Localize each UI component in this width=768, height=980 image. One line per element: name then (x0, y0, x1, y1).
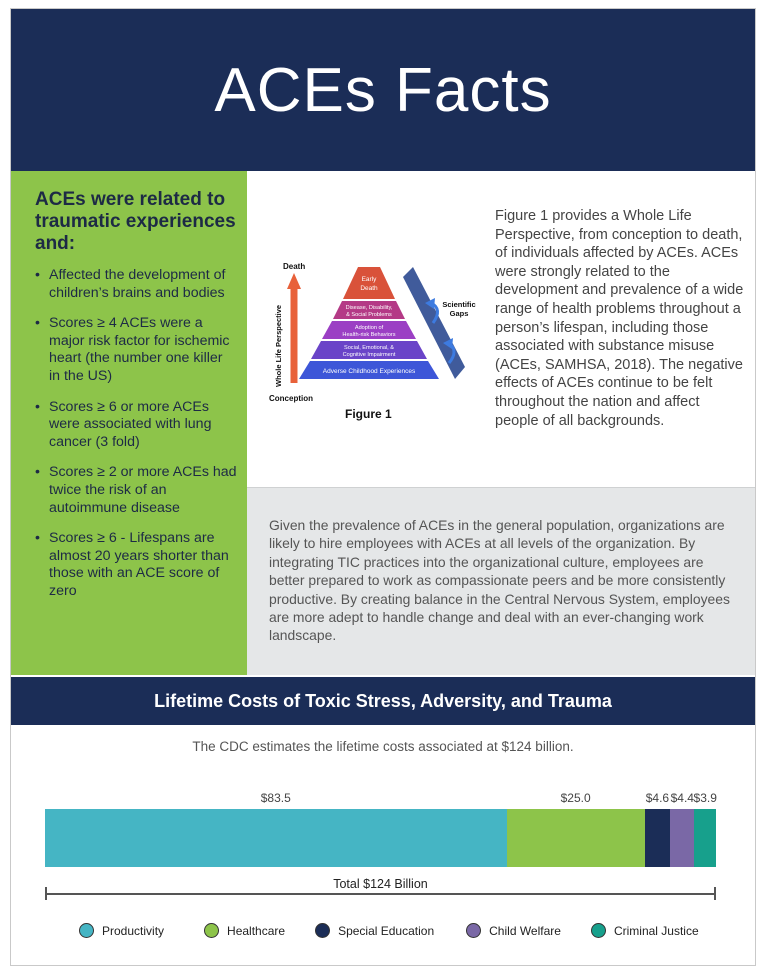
fact-text: Affected the development of children’s brains and bodies (49, 267, 226, 301)
facts-panel (11, 171, 247, 675)
organization-text: Given the prevalence of ACEs in the general population, organizations are likely to hire employees with ACEs at all levels of the organization. By integrating TIC practices into the organizational culture, employees are better prepared to work as compassionate peers and be more consistently productive. By creating balance in the Central Nervous System, employees are more adept to handle change and deal with an ever-changing work landscape. (269, 517, 730, 644)
legend-swatch (204, 923, 219, 938)
cdc-estimate-note: The CDC estimates the lifetime costs associated at $124 billion. (192, 739, 574, 754)
level-text: & Social Problems (346, 312, 392, 318)
bullet-icon: • (35, 530, 40, 547)
level-text: Disease, Disability, (345, 305, 393, 311)
aces-pyramid-diagram (255, 251, 495, 483)
fact-text: Scores ≥ 4 ACEs were a major risk factor for ischemic heart (the number one killer in the US) (49, 315, 230, 384)
facts-list (35, 267, 237, 601)
legend-swatch (591, 923, 606, 938)
legend-item (591, 923, 699, 938)
figure-description: Figure 1 provides a Whole Life Perspective, from conception to death, of individuals affected by ACEs. ACEs were strongly related to the development and prevalence of a wide range of health problems throughout a person’s lifespan, including those associated with substance misuse (ACEs, SAMHSA, 2018). The negative effects of ACEs continue to be felt throughout the nation and affect people of all backgrounds. (495, 208, 744, 429)
organization-section (247, 487, 755, 675)
pyramid-level-early-death (343, 267, 395, 299)
figure-caption: Figure 1 (345, 407, 392, 421)
bar-segment-criminal-justice (694, 809, 716, 867)
scientific-gaps-label: Gaps (449, 309, 469, 318)
costs-header (11, 677, 755, 725)
level-text: Health-risk Behaviors (342, 332, 396, 338)
fact-item (35, 464, 237, 517)
bar-segment-productivity (45, 809, 507, 867)
bar-value-label: $25.0 (560, 791, 591, 805)
legend-swatch (466, 923, 481, 938)
legend-label: Criminal Justice (613, 923, 699, 938)
bar-value-label: $4.6 (645, 791, 670, 805)
fact-text: Scores ≥ 6 or more ACEs were associated with lung cancer (3 fold) (49, 398, 212, 450)
level-text: Early (361, 276, 377, 283)
level-text: Cognitive Impairment (342, 352, 396, 358)
bar-value-label: $4.4 (670, 791, 694, 805)
legend-swatch (315, 923, 330, 938)
page-header (11, 9, 755, 171)
fact-item (35, 530, 237, 600)
legend-item (79, 923, 164, 938)
facts-heading: ACEs were related to traumatic experiences and: (35, 189, 236, 254)
fact-item (35, 315, 237, 385)
total-label-text: Total $124 Billion (329, 877, 432, 891)
total-label (45, 877, 716, 891)
bar-segment-healthcare (507, 809, 645, 867)
axis-bottom-label: Conception (269, 394, 313, 403)
legend-swatch (79, 923, 94, 938)
bar-value-label: $3.9 (693, 791, 717, 805)
bullet-icon: • (35, 267, 40, 283)
axis-side-label: Whole Life Perspective (274, 304, 283, 387)
level-text: Death (360, 285, 378, 292)
cost-stacked-bar (45, 809, 716, 867)
legend-item (204, 923, 285, 938)
bar-segment-special-education (645, 809, 670, 867)
cost-legend (79, 923, 699, 938)
level-text: Adverse Childhood Experiences (322, 368, 416, 375)
legend-label: Child Welfare (489, 923, 561, 938)
bullet-icon: • (35, 315, 40, 332)
bar-value-label: $83.5 (260, 791, 291, 805)
legend-item (466, 923, 561, 938)
life-axis-arrow-head (287, 273, 301, 289)
page-title: ACEs Facts (214, 55, 552, 125)
legend-label: Special Education (338, 923, 435, 938)
level-text: Adoption of (354, 325, 384, 331)
level-text: Social, Emotional, & (343, 345, 395, 351)
infographic-frame (10, 8, 756, 966)
figure-section (247, 171, 755, 487)
bar-segment-child-welfare (670, 809, 694, 867)
axis-top-label: Death (283, 262, 306, 271)
total-bracket-line (45, 893, 716, 895)
legend-label: Productivity (102, 923, 165, 938)
scientific-gaps-label: Scientific (442, 300, 476, 309)
fact-text: Scores ≥ 6 - Lifespans are almost 20 years shorter than those with an ACE score of zero (49, 530, 229, 599)
bullet-icon: • (35, 398, 40, 415)
fact-item (35, 267, 237, 302)
fact-item (35, 399, 237, 452)
costs-title: Lifetime Costs of Toxic Stress, Adversity, and Trauma (154, 690, 612, 711)
bullet-icon: • (35, 464, 40, 481)
legend-item (315, 923, 434, 938)
legend-label: Healthcare (227, 923, 286, 938)
fact-text: Scores ≥ 2 or more ACEs had twice the risk of an autoimmune disease (49, 464, 237, 516)
